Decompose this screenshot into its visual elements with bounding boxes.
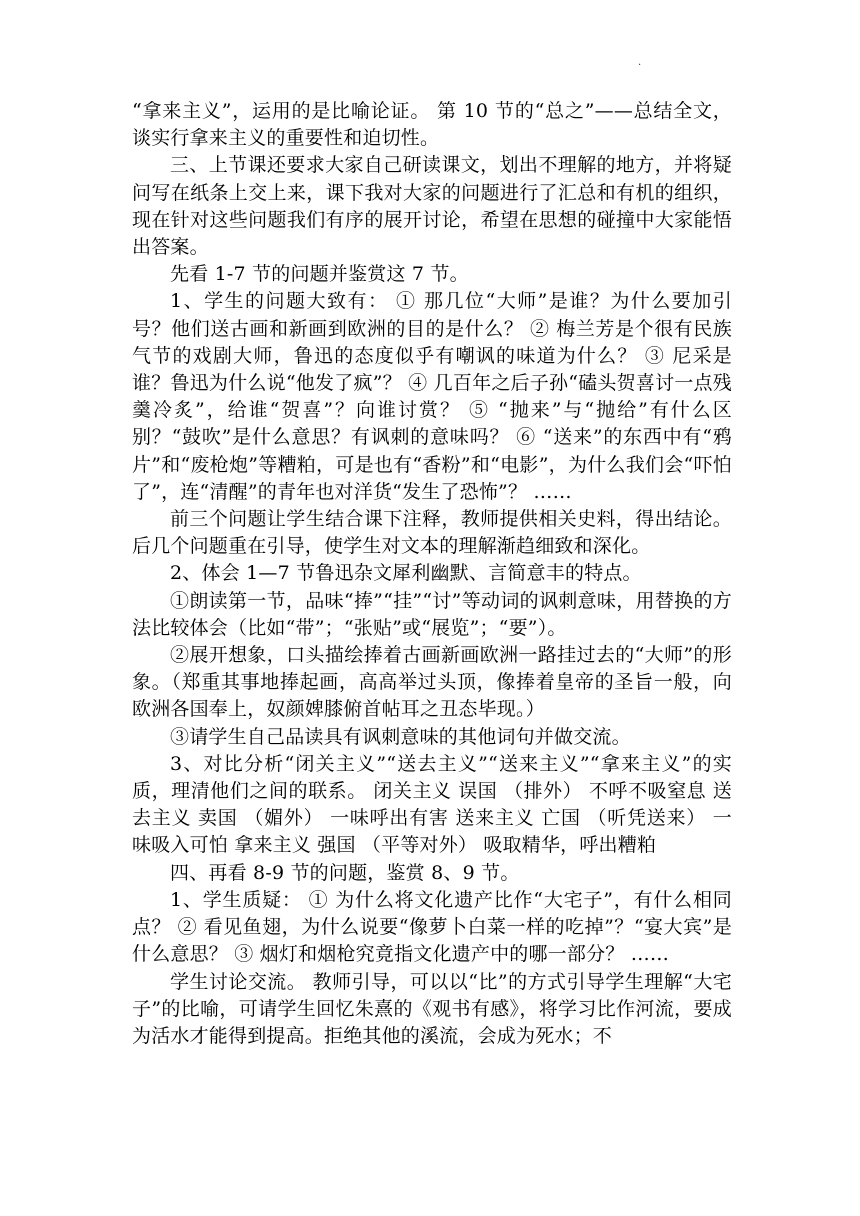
- document-body: [132, 98, 732, 1050]
- paragraph: 1、学生的问题大致有： ① 那几位“大师”是谁？为什么要加引号？他们送古画和新画到欧洲的目的是什么？ ② 梅兰芳是个很有民族气节的戏剧大师，鲁迅的态度似乎有嘲讽的味道为什么？ ③ 尼采是谁？鲁迅为什么说“他发了疯”？ ④ 几百年之后子孙“磕头贺喜讨一点残羹冷炙”，给谁“贺喜”？向谁讨赏？ ⑤ “抛来”与“抛给”有什么区别？“鼓吹”是什么意思？有讽刺的意味吗？ ⑥ “送来”的东西中有“鸦片”和“废枪炮”等糟粕，可是也有“香粉”和“电影”，为什么我们会“吓怕了”，连“清醒”的青年也对洋货“发生了恐怖”？ ……: [132, 290, 732, 503]
- paragraph: 学生讨论交流。 教师引导，可以以“比”的方式引导学生理解“大宅子”的比喻，可请学生回忆朱熹的《观书有感》，将学习比作河流，要成为活水才能得到提高。拒绝其他的溪流，会成为死水；不: [132, 970, 732, 1047]
- header-mark: .: [638, 57, 642, 68]
- paragraph: 1、学生质疑： ① 为什么将文化遗产比作“大宅子”，有什么相同点？ ② 看见鱼翅，为什么说要“像萝卜白菜一样的吃掉”？“宴大宾”是什么意思？ ③ 烟灯和烟枪究竟指文化遗产中的哪一部分？ ……: [132, 888, 732, 966]
- paragraph: ①朗读第一节，品味“捧”“挂”“讨”等动词的讽刺意味，用替换的方法比较体会（比如“带”；“张贴”或“展览”；“要”）。: [132, 589, 732, 639]
- paragraph: 前三个问题让学生结合课下注释，教师提供相关史料，得出结论。后几个问题重在引导，使学生对文本的理解渐趋细致和深化。: [132, 508, 732, 558]
- paragraph: 三、上节课还要求大家自己研读课文，划出不理解的地方，并将疑问写在纸条上交上来，课下我对大家的问题进行了汇总和有机的组织，现在针对这些问题我们有序的展开讨论，希望在思想的碰撞中大家能悟出答案。: [132, 154, 732, 259]
- paragraph: “拿来主义”，运用的是比喻论证。 第 10 节的“总之”——总结全文，谈实行拿来主义的重要性和迫切性。: [132, 100, 732, 150]
- paragraph: 先看 1-7 节的问题并鉴赏这 7 节。: [170, 263, 469, 286]
- paragraph: ②展开想象，口头描绘捧着古画新画欧洲一路挂过去的“大师”的形象。（郑重其事地捧起画，高高举过头顶，像捧着皇帝的圣旨一般，向欧洲各国奉上，奴颜婢膝俯首帖耳之丑态毕现。）: [132, 644, 732, 721]
- paragraph: 四、再看 8-9 节的问题，鉴赏 8、9 节。: [170, 861, 520, 884]
- paragraph: ③请学生自己品读具有讽刺意味的其他词句并做交流。: [170, 725, 631, 748]
- paragraph: 3、对比分析“闭关主义”“送去主义”“送来主义”“拿来主义”的实质，理清他们之间的联系。 闭关主义 误国 （排外） 不呼不吸窒息 送去主义 卖国 （媚外） 一味呼出有害 送来主义 亡国 （听凭送来） 一味吸入可怕 拿来主义 强国 （平等对外） 吸取精华，呼出糟粕: [132, 752, 732, 857]
- paragraph: 2、体会 1—7 节鲁迅杂文犀利幽默、言简意丰的特点。: [170, 562, 642, 585]
